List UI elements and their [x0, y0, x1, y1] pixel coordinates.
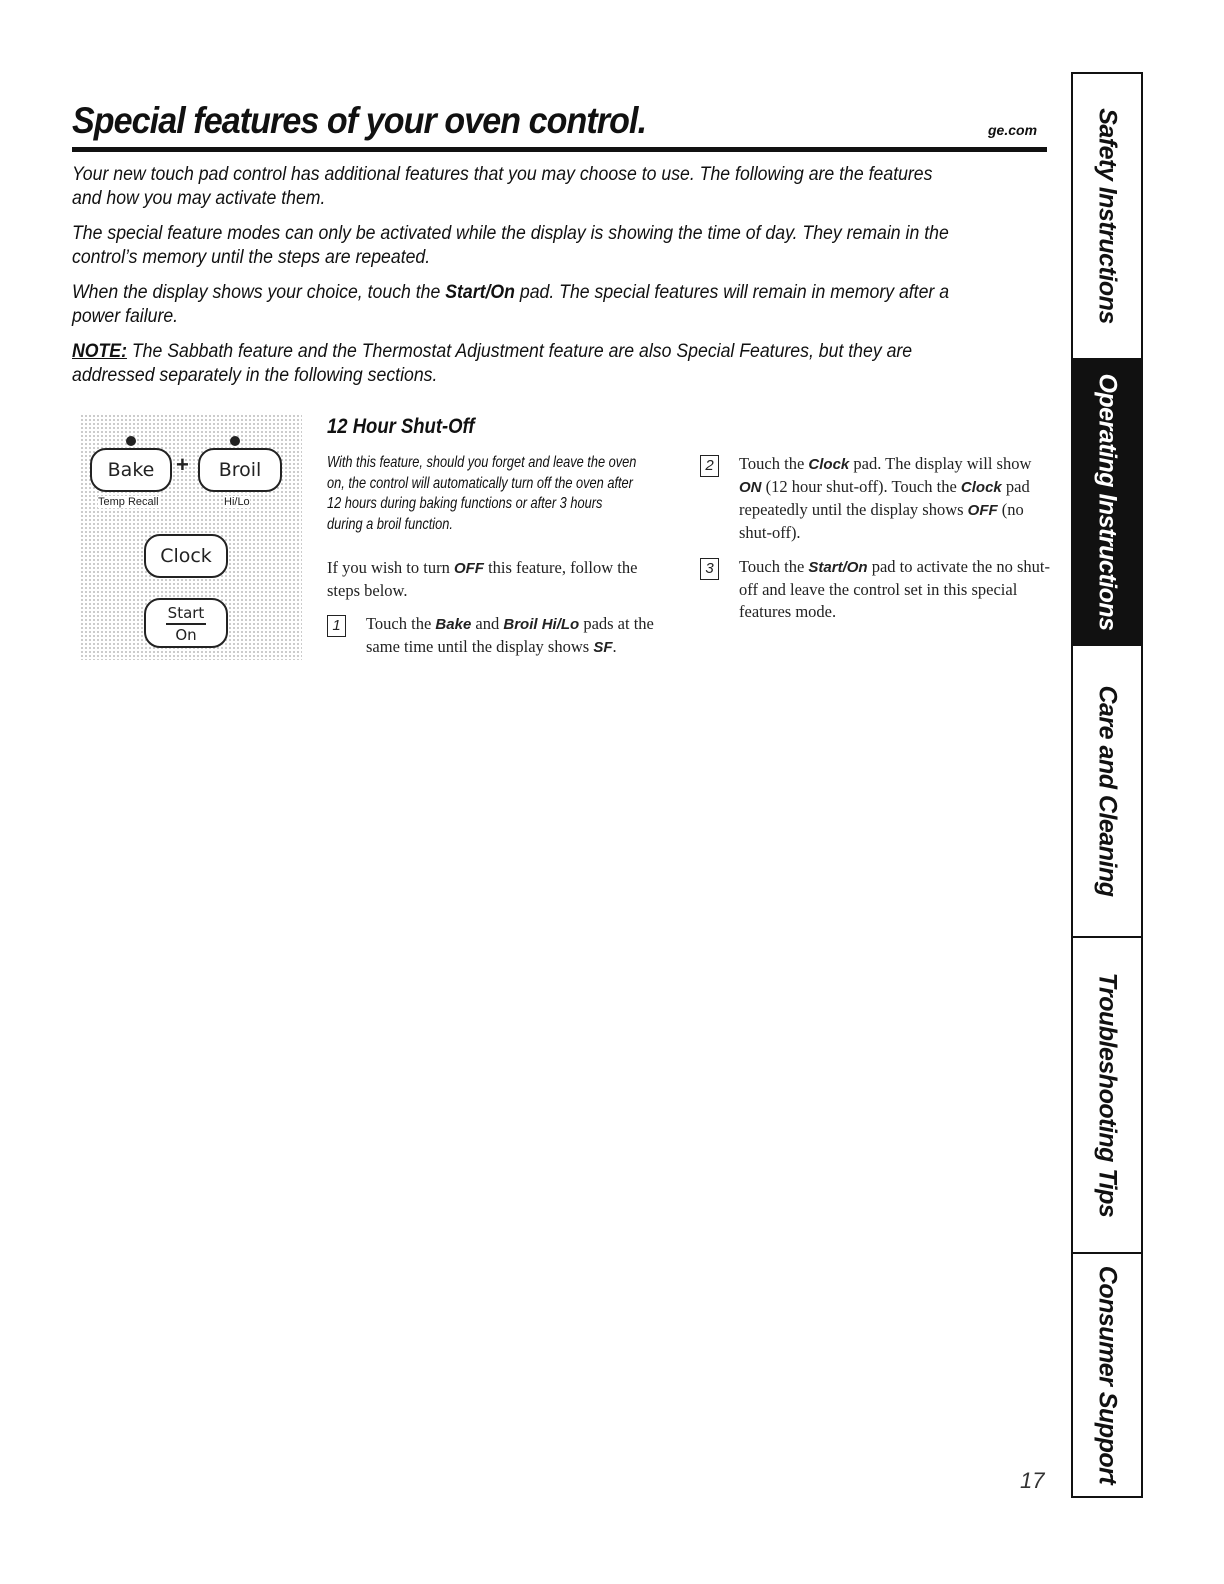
- text-run: .: [612, 637, 617, 656]
- start-on-pad: [144, 598, 228, 648]
- bake-keyword: Bake: [435, 616, 472, 633]
- temp-recall-label: Temp Recall: [98, 496, 159, 508]
- note-label: NOTE:: [72, 341, 127, 362]
- indicator-dot: [230, 436, 240, 446]
- text-run: pad. The special features will remain in memory after a power failure.: [72, 282, 950, 327]
- tab-troubleshooting-tips[interactable]: [1073, 938, 1141, 1254]
- broil-keyword: Broil Hi/Lo: [503, 616, 580, 633]
- text-run: (no shut-off).: [739, 500, 1024, 542]
- on-keyword: ON: [739, 479, 762, 496]
- intro-paragraph-2: The special feature modes can only be activated while the display is showing the time of day. They remain in the control’s memory until the steps are repeated.: [72, 223, 949, 268]
- start-divider: [166, 623, 206, 625]
- text-run: and: [471, 614, 504, 633]
- plus-sign: +: [176, 452, 189, 477]
- control-panel-illustration: [80, 414, 302, 660]
- tab-label: Consumer Support: [1093, 1265, 1122, 1485]
- step-number: 1: [327, 615, 346, 637]
- off-keyword: OFF: [967, 502, 998, 519]
- website-label: ge.com: [988, 122, 1038, 138]
- text-run: When the display shows your choice, touch the: [72, 282, 446, 303]
- text-run: this feature, follow the steps below.: [327, 558, 638, 600]
- text-run: pad to activate the no shut-off and leave the control set in this special features mode.: [739, 557, 1050, 621]
- section-heading: 12 Hour Shut-Off: [327, 415, 475, 438]
- tab-label: Troubleshooting Tips: [1093, 972, 1122, 1218]
- text-run: Touch the: [739, 557, 809, 576]
- step-text: [366, 613, 666, 659]
- tab-operating-instructions[interactable]: [1073, 360, 1141, 646]
- text-run: Touch the: [739, 454, 809, 473]
- bake-pad: Bake: [90, 448, 172, 492]
- page-title: Special features of your oven control.: [72, 100, 647, 141]
- text-run: pad. The display will show: [849, 454, 1032, 473]
- page-number: 17: [1020, 1468, 1045, 1493]
- intro-paragraph-3: [72, 281, 965, 328]
- tab-label: Operating Instructions: [1093, 373, 1122, 631]
- start-label: Start: [167, 604, 205, 622]
- start-on-keyword: Start/On: [445, 282, 515, 303]
- text-run: pads at the same time until the display shows: [366, 614, 654, 656]
- tab-consumer-support[interactable]: [1073, 1254, 1141, 1496]
- section-lead: With this feature, should you forget and leave the oven on, the control will automatically turn off the oven after 12 hours during baking functions or after 3 hours during a broil function.: [327, 454, 637, 533]
- step-3: [700, 556, 1051, 623]
- title-rule: [72, 147, 1047, 152]
- tab-label: Care and Cleaning: [1093, 685, 1122, 897]
- step-text: [739, 453, 1051, 544]
- note-paragraph: [72, 340, 965, 387]
- intro-text: [72, 163, 965, 399]
- step-number: 3: [700, 558, 719, 580]
- section-paragraph: [327, 557, 672, 602]
- step-2: [700, 453, 1051, 544]
- start-on-keyword: Start/On: [808, 559, 868, 576]
- step-number: 2: [700, 455, 719, 477]
- text-run: Touch the: [366, 614, 436, 633]
- tab-care-and-cleaning[interactable]: [1073, 646, 1141, 938]
- text-run: If you wish to turn: [327, 558, 454, 577]
- section-tabs: [1071, 72, 1143, 1498]
- off-keyword: OFF: [453, 560, 484, 577]
- indicator-dot: [126, 436, 136, 446]
- text-run: pad repeatedly until the display shows: [739, 477, 1030, 519]
- tab-safety-instructions[interactable]: [1073, 74, 1141, 360]
- step-1: [327, 613, 666, 659]
- clock-keyword: Clock: [960, 479, 1002, 496]
- clock-pad: Clock: [144, 534, 228, 578]
- intro-paragraph-1: Your new touch pad control has additional features that you may choose to use. The following are the features and how you may activate them.: [72, 164, 933, 209]
- hilo-label: Hi/Lo: [224, 496, 250, 508]
- tab-label: Safety Instructions: [1093, 108, 1122, 324]
- clock-keyword: Clock: [808, 456, 850, 473]
- broil-pad: Broil: [198, 448, 282, 492]
- step-text: [739, 556, 1051, 623]
- on-label: On: [175, 625, 197, 644]
- text-run: (12 hour shut-off). Touch the: [761, 477, 961, 496]
- sf-keyword: SF: [593, 639, 613, 656]
- note-text: The Sabbath feature and the Thermostat Adjustment feature are also Special Features, but they are addressed separately in the following sections.: [72, 341, 913, 386]
